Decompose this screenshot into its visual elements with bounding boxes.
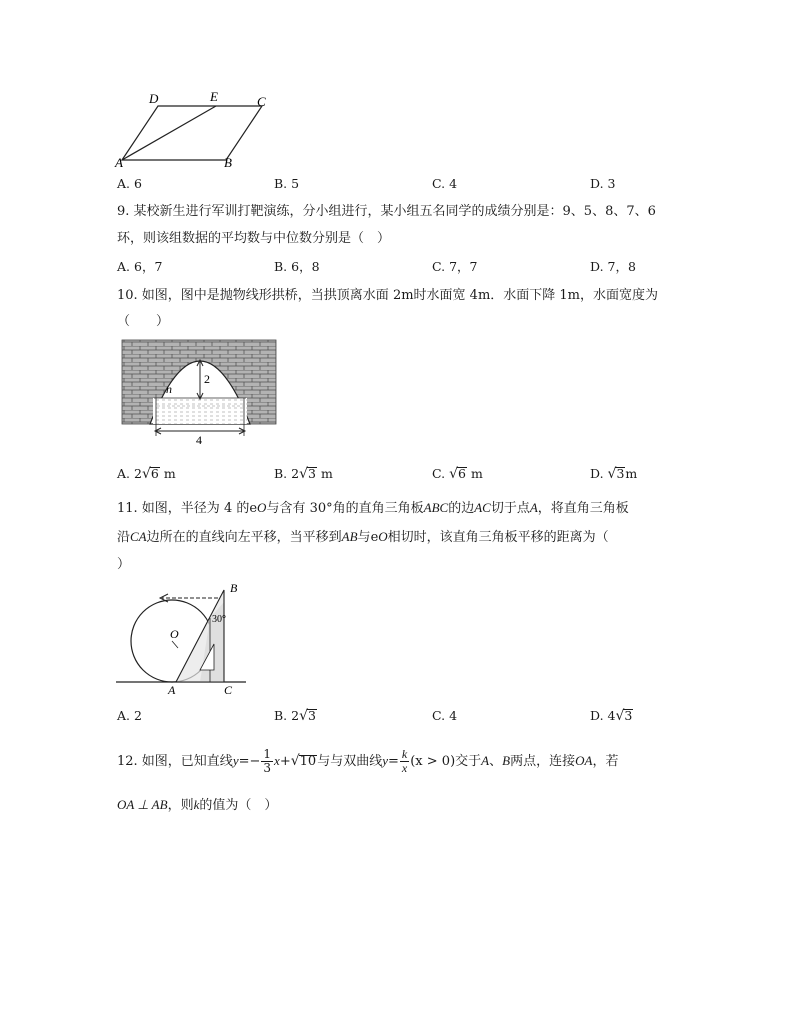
label-angle-30: 30° <box>212 614 226 625</box>
q10-option-a: A. 2√6 m <box>117 466 176 482</box>
q11-option-a: A. 2 <box>117 708 142 723</box>
q9-text-line1: 9. 某校新生进行军训打靶演练，分小组进行，某小组五名同学的成绩分别是：9、5、8、7、6 <box>117 204 656 219</box>
q9-option-a: A. 6，7 <box>117 259 163 274</box>
segment-AE <box>122 106 216 160</box>
q11-circle-triangle-figure <box>114 578 254 696</box>
q11-option-d: D. 4√3 <box>590 708 633 724</box>
fraction-k-over-x: $\frac{k}{x}$ <box>401 747 408 775</box>
q12-text-line2: OA ⊥ AB，则k的值为（ ） <box>117 797 278 813</box>
q8-option-d: D. 3 <box>590 176 616 191</box>
q10-option-c: C. √6 m <box>432 466 483 482</box>
q9-text-line2: 环，则该组数据的平均数与中位数分别是（ ） <box>117 231 391 246</box>
q11-text-line1: 11. 如图，半径为 4 的eO与含有 30°角的直角三角板ABC的边AC切于点A，将直角三角板 <box>117 500 629 516</box>
curve-label-n: n <box>166 382 172 396</box>
q10-arch-bridge-figure <box>120 338 280 448</box>
label-D: D <box>149 91 159 106</box>
fraction-one-third: $\frac{1}{3}$ <box>263 747 272 775</box>
q11-option-c: C. 4 <box>432 708 458 723</box>
water <box>153 398 247 424</box>
q10-text-line1: 10. 如图，图中是抛物线形拱桥，当拱顶离水面 2m时水面宽 4m．水面下降 1m，水面宽度为 <box>117 288 658 303</box>
q11-text-line3: ） <box>117 557 131 572</box>
q9-option-c: C. 7，7 <box>432 259 478 274</box>
label-B: B <box>230 581 238 595</box>
q8-option-c: C. 4 <box>432 176 458 191</box>
q9-option-b: B. 6，8 <box>274 259 320 274</box>
q11-text-line2: 沿CA边所在的直线向左平移，当平移到AB与eO相切时，该直角三角板平移的距离为（ <box>117 529 609 545</box>
width-label: 4 <box>196 433 202 447</box>
q10-option-d: D. √3m <box>590 466 638 482</box>
q8-option-b: B. 5 <box>274 176 300 191</box>
label-E: E <box>210 90 218 104</box>
q8-option-a: A. 6 <box>117 176 142 191</box>
label-C: C <box>257 94 266 109</box>
label-A: A <box>115 155 123 170</box>
right-triangle-ABC <box>176 590 224 682</box>
label-A: A <box>168 683 176 696</box>
parallelogram-shape <box>122 106 262 160</box>
q10-text-line2: （ ） <box>117 314 170 329</box>
q9-option-d: D. 7，8 <box>590 259 636 274</box>
q10-option-b: B. 2√3 m <box>274 466 333 482</box>
height-label: 2 <box>204 372 210 386</box>
label-B: B <box>224 155 232 170</box>
q12-text-line1: 12. 如图，已知直线y=− $\frac{1}{3}$ x+√10与与双曲线y= $\frac{k}{x}$ (x > 0)交于A、B两点，连接OA，若 <box>117 747 619 775</box>
q11-option-b: B. 2√3 <box>274 708 316 724</box>
label-C: C <box>224 683 233 696</box>
label-O: O <box>170 627 179 641</box>
radius-segment <box>172 641 178 648</box>
q8-parallelogram-figure <box>112 90 282 170</box>
